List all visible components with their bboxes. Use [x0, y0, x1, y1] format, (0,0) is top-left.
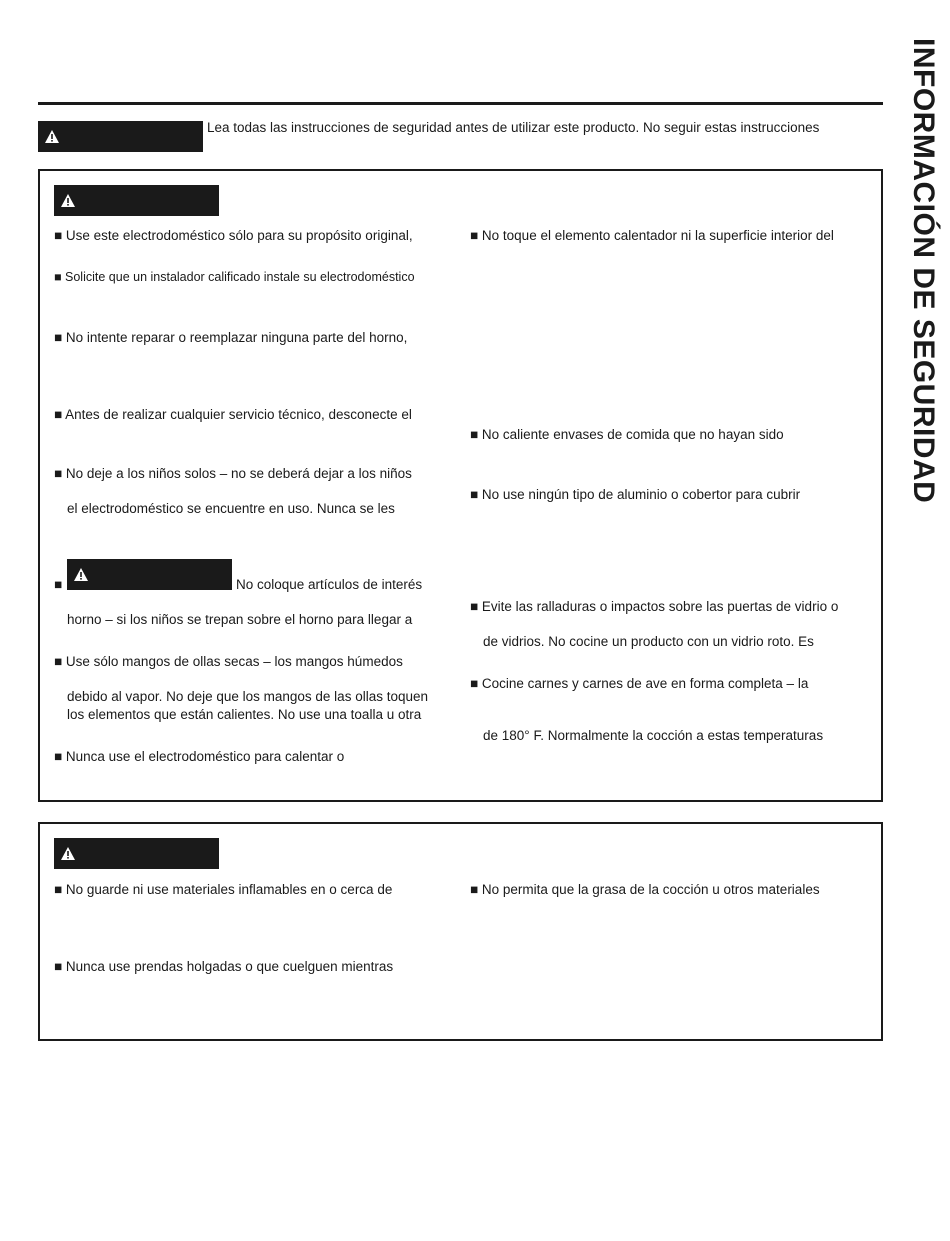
list-item: ■ No caliente envases de comida que no hayan sido [470, 427, 784, 442]
list-item-continuation: de 180° F. Normalmente la cocción a estas temperaturas [483, 728, 824, 743]
list-item: ■ No use ningún tipo de aluminio o cobertor para cubrir [470, 487, 801, 502]
list-item: ■ Use sólo mangos de ollas secas – los mangos húmedos [54, 654, 403, 669]
list-item: ■ Nunca use prendas holgadas o que cuelguen mientras [54, 959, 394, 974]
list-item: ■ Cocine carnes y carnes de ave en forma completa – la [470, 676, 809, 691]
list-item-continuation: el electrodoméstico se encuentre en uso. Nunca se les [67, 501, 395, 516]
warning-triangle-icon [61, 194, 75, 207]
warning-triangle-icon [45, 130, 59, 143]
list-item-continuation: debido al vapor. No deje que los mangos de las ollas toquen [67, 689, 428, 704]
list-item: ■ No permita que la grasa de la cocción u otros materiales [470, 882, 820, 897]
warning-triangle-icon [74, 568, 88, 581]
list-item: ■ Evite las ralladuras o impactos sobre las puertas de vidrio o [470, 599, 839, 614]
intro-text: Lea todas las instrucciones de seguridad antes de utilizar este producto. No seguir estas instrucciones [207, 120, 820, 135]
inline-warning-badge [67, 559, 232, 590]
list-item: ■ Use este electrodoméstico sólo para su propósito original, [54, 228, 413, 243]
list-item: ■ No deje a los niños solos – no se deberá dejar a los niños [54, 466, 412, 481]
list-item: ■ Solicite que un instalador calificado instale su electrodoméstico [54, 270, 415, 284]
warning-triangle-icon [61, 847, 75, 860]
list-item-continuation: de vidrios. No cocine un producto con un vidrio roto. Es [483, 634, 814, 649]
list-item: ■ Antes de realizar cualquier servicio técnico, desconecte el [54, 407, 412, 422]
list-item: ■ No toque el elemento calentador ni la superficie interior del [470, 228, 834, 243]
list-item-text: No coloque artículos de interés [236, 577, 423, 592]
list-item-continuation: los elementos que están calientes. No use una toalla u otra [67, 707, 422, 722]
list-bullet: ■ [54, 577, 63, 592]
intro-warning-badge [38, 121, 203, 152]
list-item: ■ Nunca use el electrodoméstico para calentar o [54, 749, 345, 764]
box1-warning-badge [54, 185, 219, 216]
list-item: ■ No guarde ni use materiales inflamables en o cerca de [54, 882, 393, 897]
list-item: ■ No intente reparar o reemplazar ninguna parte del horno, [54, 330, 408, 345]
box2-warning-badge [54, 838, 219, 869]
list-item-continuation: horno – si los niños se trepan sobre el horno para llegar a [67, 612, 413, 627]
side-section-title: INFORMACIÓN DE SEGURIDAD [907, 38, 940, 504]
header-rule [38, 102, 883, 105]
